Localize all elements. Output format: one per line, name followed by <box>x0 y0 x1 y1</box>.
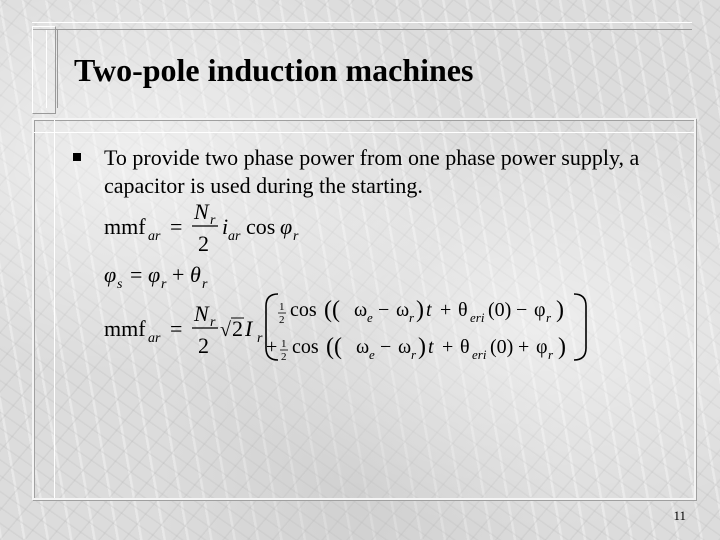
eq3-r2-plus: + <box>442 336 454 358</box>
eq3-r1-open-paren: (( <box>324 297 340 323</box>
eq3-r1-minus: − <box>378 299 390 321</box>
eq3-r2-half-den: 2 <box>281 351 287 363</box>
eq1-denominator: 2 <box>198 231 209 256</box>
eq3-r1-omega-e: ω <box>354 299 368 321</box>
eq1-cos: cos <box>246 214 276 239</box>
eq3-r2-open-paren: (( <box>326 334 342 360</box>
content-frame-top-bar <box>34 120 694 133</box>
eq3-mmf-sub: ar <box>148 331 161 346</box>
eq3-numerator: N <box>194 301 209 326</box>
eq3-r1-half-den: 2 <box>279 314 285 326</box>
title-frame-top-line <box>32 22 692 30</box>
eq3-r1-phi-sub: r <box>546 310 552 325</box>
eq3-r1-omega-e-sub: e <box>367 310 373 325</box>
eq1-phi-sub: r <box>293 229 299 244</box>
eq3-r2-half-num: 1 <box>281 338 287 350</box>
equations-block <box>96 196 616 368</box>
eq2-phi-s-sub: s <box>117 277 123 292</box>
eq3-r1-theta-sub: eri <box>470 310 485 325</box>
eq3-I: I <box>245 316 253 341</box>
eq3-r2-phi-sub: r <box>548 347 554 362</box>
eq3-r1-theta: θ <box>458 299 468 321</box>
eq3-r1-omega-r: ω <box>396 299 410 321</box>
eq3-denominator: 2 <box>198 333 209 358</box>
eq2-plus: + <box>172 262 185 287</box>
eq1-phi: φ <box>280 214 293 239</box>
eq1-equals: = <box>170 214 183 239</box>
eq3-r2-omega-e: ω <box>356 336 370 358</box>
eq3-r2-zero: (0) <box>490 336 514 358</box>
eq3-r2-omega-r: ω <box>398 336 412 358</box>
page-number: 11 <box>673 508 686 523</box>
eq3-r2-plus-sign: + <box>266 336 278 358</box>
title-frame-inner-bar <box>46 30 58 108</box>
eq1-numerator: N <box>194 199 209 224</box>
eq2-theta-sub: r <box>202 277 208 292</box>
eq3-sqrt-two: 2 <box>232 316 243 341</box>
eq3-r1-half-num: 1 <box>279 301 285 313</box>
eq3-row-1 <box>278 297 564 326</box>
eq3-r2-phi: φ <box>536 336 548 358</box>
eq3-r2-close-paren: ) <box>418 334 426 360</box>
eq3-r2-theta-sub: eri <box>472 347 487 362</box>
slide-title: Two-pole induction machines <box>74 52 474 88</box>
eq1-i: i <box>222 214 229 239</box>
eq1-mmf-sub: ar <box>148 229 161 244</box>
bullet-square-icon <box>73 153 81 161</box>
eq3-I-sub: r <box>257 331 263 346</box>
eq1-i-sub: ar <box>228 229 241 244</box>
eq2-equals: = <box>130 262 143 287</box>
eq3-r2-omega-e-sub: e <box>369 347 375 362</box>
eq2-theta: θ <box>190 262 201 287</box>
equation-3 <box>104 294 586 363</box>
eq3-sqrt-sign: √ <box>220 319 231 341</box>
eq3-r1-phi: φ <box>534 299 546 321</box>
eq3-numerator-sub: r <box>210 315 216 330</box>
eq3-r2-theta: θ <box>460 336 470 358</box>
eq2-phi-s: φ <box>104 262 117 287</box>
eq3-r2-minus: − <box>380 336 392 358</box>
eq3-r1-minus2: − <box>516 299 528 321</box>
eq1-numerator-sub: r <box>210 213 216 228</box>
bullet-text: To provide two phase power from one phase power supply, a capacitor is used during the starting. <box>104 145 640 198</box>
eq2-phi-r-sub: r <box>161 277 167 292</box>
eq3-r1-plus: + <box>440 299 452 321</box>
content-frame-left-bar <box>34 120 55 498</box>
eq3-r1-omega-r-sub: r <box>409 310 415 325</box>
eq3-r2-cos: cos <box>292 336 319 358</box>
eq2-phi-r: φ <box>148 262 161 287</box>
equation-2 <box>104 262 208 292</box>
eq3-r1-cos: cos <box>290 299 317 321</box>
eq3-equals: = <box>170 316 183 341</box>
eq3-r2-t: t <box>428 336 434 358</box>
eq3-right-bracket <box>574 294 586 360</box>
equation-1 <box>104 199 299 256</box>
eq1-mmf: mmf <box>104 214 146 239</box>
eq3-r2-omega-r-sub: r <box>411 347 417 362</box>
eq3-r1-end-paren: ) <box>556 297 564 323</box>
eq3-mmf: mmf <box>104 316 146 341</box>
eq3-r2-plus2: + <box>518 336 530 358</box>
eq3-r1-t: t <box>426 299 432 321</box>
eq3-r2-end-paren: ) <box>558 334 566 360</box>
eq3-row-2 <box>266 334 566 363</box>
eq3-r1-close-paren: ) <box>416 297 424 323</box>
eq3-r1-zero: (0) <box>488 299 512 321</box>
